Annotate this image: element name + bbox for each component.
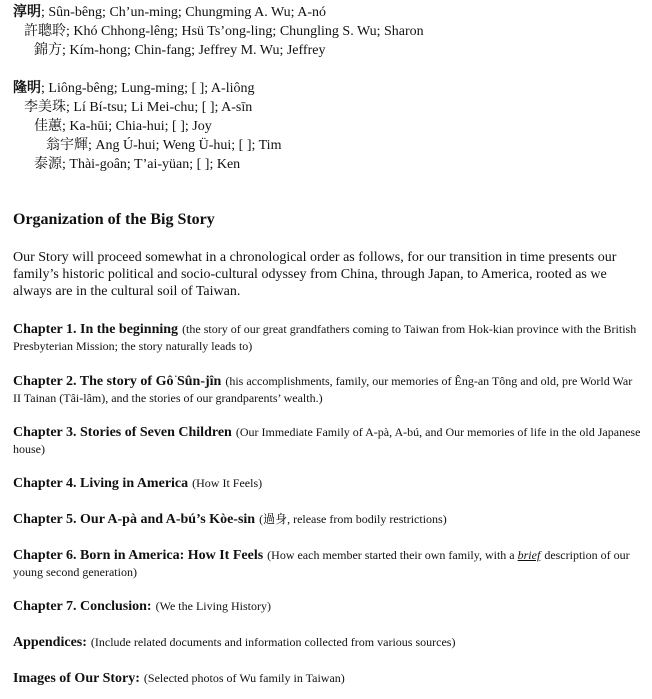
chapter-5: Chapter 5. Our A-pà and A-bú’s Kòe-sin (過身, release from bodily restrictions)	[13, 512, 447, 527]
family-line-1: 淳明; Sûn-bêng; Ch’un-ming; Chungming A. Wu; A-nó	[13, 5, 327, 20]
chapter-1: Chapter 1. In the beginning (the story of our great grandfathers coming to Taiwan from Hok-kian province with the British Presbyterian Mission; the story naturally leads to)	[13, 322, 637, 353]
family-line-6: 佳蕙; Ka-hūi; Chia-hui; [ ]; Joy	[34, 119, 212, 134]
family-line-3: 錦方; Kím-hong; Chin-fang; Jeffrey M. Wu; Jeffrey	[34, 43, 326, 58]
chapter-6: Chapter 6. Born in America: How It Feels (How each member started their own family, with a brief description of our young second generation)	[13, 548, 630, 579]
chapter-4: Chapter 4. Living in America (How It Feels)	[13, 476, 263, 491]
family-line-2: 許聰聆; Khó Chhong-lêng; Hsü Ts’ong-ling; Chungling S. Wu; Sharon	[24, 24, 424, 39]
family-line-4: 隆明; Liông-bêng; Lung-ming; [ ]; A-liông	[13, 81, 255, 96]
intro-paragraph: Our Story will proceed somewhat in a chronological order as follows, for our transition in time presents our family’s historic political and socio-cultural odyssey from China, through Japan, to America, rooted as we always are in the cultural soil of Taiwan.	[13, 250, 617, 299]
chapter-2: Chapter 2. The story of Gô͘ Sûn-jîn (his accomplishments, family, our memories of Êng-an Tông and old, pre World War II Tainan (Tâi-lâm), and the stories of our grandparents’ wealth.)	[13, 374, 633, 405]
chapter-7: Chapter 7. Conclusion: (We the Living History)	[13, 599, 271, 614]
chapter-3: Chapter 3. Stories of Seven Children (Our Immediate Family of A-pà, A-bú, and Our memories of life in the old Japanese house)	[13, 425, 641, 456]
family-line-5: 李美珠; Lí Bí-tsu; Li Mei-chu; [ ]; A-sīn	[24, 100, 253, 115]
family-line-8: 泰源; Thài-goân; T’ai-yüan; [ ]; Ken	[34, 157, 241, 172]
family-line-7: 翁宇輝; Ang Ú-hui; Weng Ü-hui; [ ]; Tim	[46, 138, 282, 153]
section-heading: Organization of the Big Story	[13, 211, 215, 228]
family-name: 淳明	[13, 5, 41, 20]
images-of-our-story: Images of Our Story: (Selected photos of Wu family in Taiwan)	[13, 671, 345, 686]
appendices: Appendices: (Include related documents and information collected from various sources)	[13, 635, 456, 650]
